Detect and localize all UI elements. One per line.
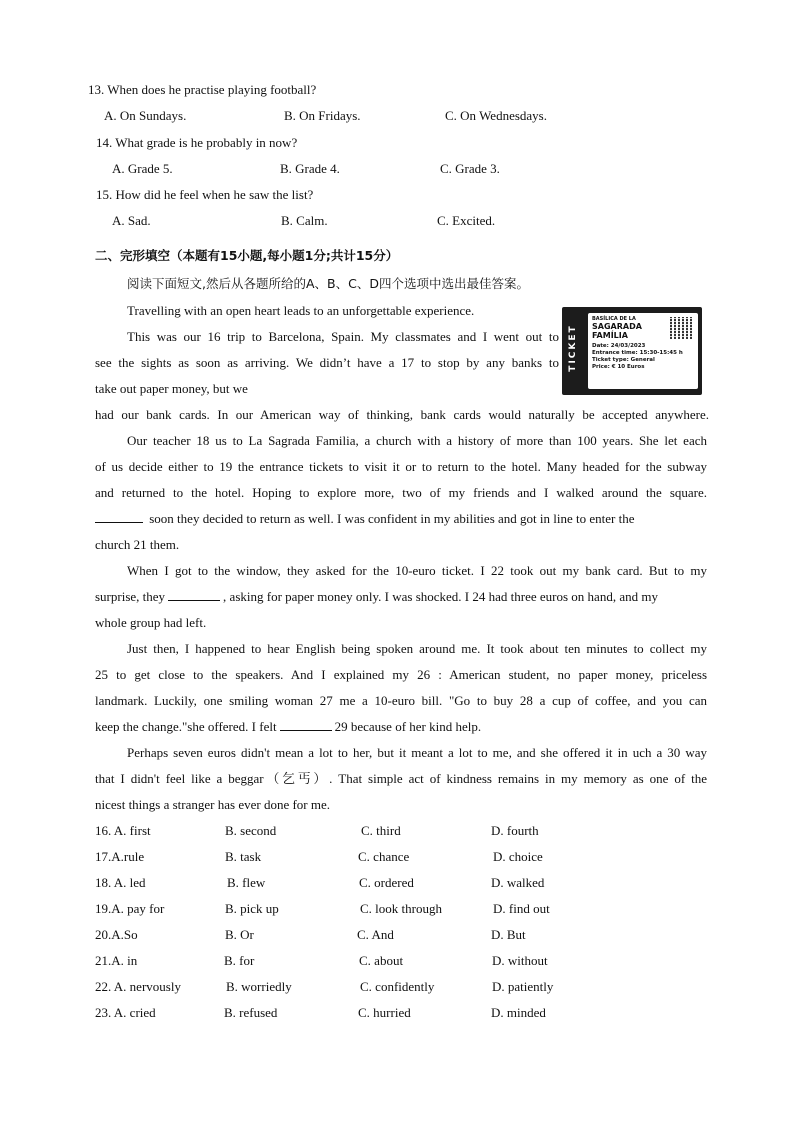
option-23-a: 23. A. cried [95,1005,156,1020]
passage-line: whole group had left. [95,615,207,630]
passage-line: When I got to the window, they asked for the 10-euro ticket. I 22 took out my bank card. But to my [127,563,707,578]
passage-line: This was our 16 trip to Barcelona, Spain. My classmates and I went out to [127,329,559,344]
passage-line: surprise, they , asking for paper money only. I was shocked. I 24 had three euros on hand, and my [95,589,658,604]
question-15: 15. How did he feel when he saw the list? [96,187,314,202]
option-16-b: B. second [225,823,277,838]
passage-line: see the sights as soon as arriving. We didn’t have a 17 to stop by any banks to [95,355,559,370]
option-17-b: B. task [225,849,262,864]
q15-option-a: A. Sad. [112,213,151,228]
answer-blank-29 [280,719,332,731]
passage-line: soon they decided to return as well. I was confident in my abilities and got in line to enter the [95,511,634,527]
ticket-details: Date: 24/03/2023 Entrance time: 15:30-15:45 h Ticket type: General Price: € 10 Euros [592,343,683,370]
option-19-a: 19.A. pay for [95,901,165,916]
option-23-b: B. refused [224,1005,278,1020]
q14-option-a: A. Grade 5. [112,161,173,176]
option-16-a: 16. A. first [95,823,151,838]
option-22-b: B. worriedly [226,979,292,994]
option-17-c: C. chance [358,849,410,864]
q13-option-c: C. On Wednesdays. [445,108,547,123]
option-19-c: C. look through [360,901,442,916]
q14-option-b: B. Grade 4. [280,161,340,176]
ticket-title: SAGARADA FAMÍLIA [592,322,642,340]
passage-line: of us decide either to 19 the entrance tickets to visit it or to return to the hotel. Many headed for the subway [95,459,707,474]
qr-code-icon [670,317,692,339]
option-20-c: C. And [357,927,394,942]
ticket-card [588,313,698,389]
passage-line: church 21 them. [95,537,180,552]
option-21-b: B. for [224,953,255,968]
passage-line: landmark. Luckily, one smiling woman 27 me a 10-euro bill. "Go to buy 28 a cup of coffee, and you can [95,693,707,708]
passage-line: Perhaps seven euros didn't mean a lot to her, but it meant a lot to me, and she offered it in uch a 30 way [127,745,707,760]
passage-line: keep the change."she offered. I felt 29 because of her kind help. [95,719,482,734]
q14-option-c: C. Grade 3. [440,161,500,176]
option-22-d: D. patiently [492,979,554,994]
option-20-b: B. Or [225,927,254,942]
option-18-d: D. walked [491,875,545,890]
ticket-image [562,307,702,395]
option-22-a: 22. A. nervously [95,979,181,994]
option-18-b: B. flew [227,875,266,890]
section-heading: 二、完形填空（本题有15小题,每小题1分;共计15分） [95,248,399,263]
passage-line: had our bank cards. In our American way of thinking, bank cards would naturally be accepted anywhere. [95,407,709,422]
section-instruction: 阅读下面短文,然后从各题所给的A、B、C、D四个选项中选出最佳答案。 [127,276,529,291]
option-17-d: D. choice [493,849,543,864]
question-14: 14. What grade is he probably in now? [96,135,298,150]
option-18-a: 18. A. led [95,875,146,890]
ticket-side-label: TICKET [568,324,578,372]
option-21-c: C. about [359,953,404,968]
q15-option-b: B. Calm. [281,213,328,228]
passage-line: Just then, I happened to hear English being spoken around me. It took about ten minutes to collect my [127,641,707,656]
option-23-c: C. hurried [358,1005,411,1020]
passage-line: that I didn't feel like a beggar（乞丐）. That simple act of kindness remains in my memory as one of the [95,771,707,786]
ticket-line1: BASÍLICA DE LA [592,316,636,322]
option-23-d: D. minded [491,1005,546,1020]
option-20-d: D. But [491,927,526,942]
option-16-c: C. third [361,823,401,838]
q15-option-c: C. Excited. [437,213,496,228]
question-13: 13. When does he practise playing football? [88,82,317,97]
option-21-a: 21.A. in [95,953,138,968]
option-22-c: C. confidently [360,979,435,994]
option-19-b: B. pick up [225,901,279,916]
passage-line: nicest things a stranger has ever done for me. [95,797,331,812]
option-20-a: 20.A.So [95,927,138,942]
answer-blank-23 [168,589,220,601]
passage-line: take out paper money, but we [95,381,248,396]
q13-option-b: B. On Fridays. [284,108,361,123]
answer-blank-20 [95,511,143,523]
passage-line: 25 to get close to the speakers. And I explained my 26 : American student, no paper money, priceless [95,667,707,682]
passage-line: Our teacher 18 us to La Sagrada Familia, a church with a history of more than 100 years. She let each [127,433,707,448]
option-17-a: 17.A.rule [95,849,145,864]
option-19-d: D. find out [493,901,550,916]
option-16-d: D. fourth [491,823,539,838]
option-18-c: C. ordered [359,875,414,890]
q13-option-a: A. On Sundays. [104,108,187,123]
passage-line: and returned to the hotel. Hoping to explore more, two of my friends and I walked around the square. [95,485,707,500]
passage-title: Travelling with an open heart leads to an unforgettable experience. [127,303,475,318]
option-21-d: D. without [492,953,548,968]
